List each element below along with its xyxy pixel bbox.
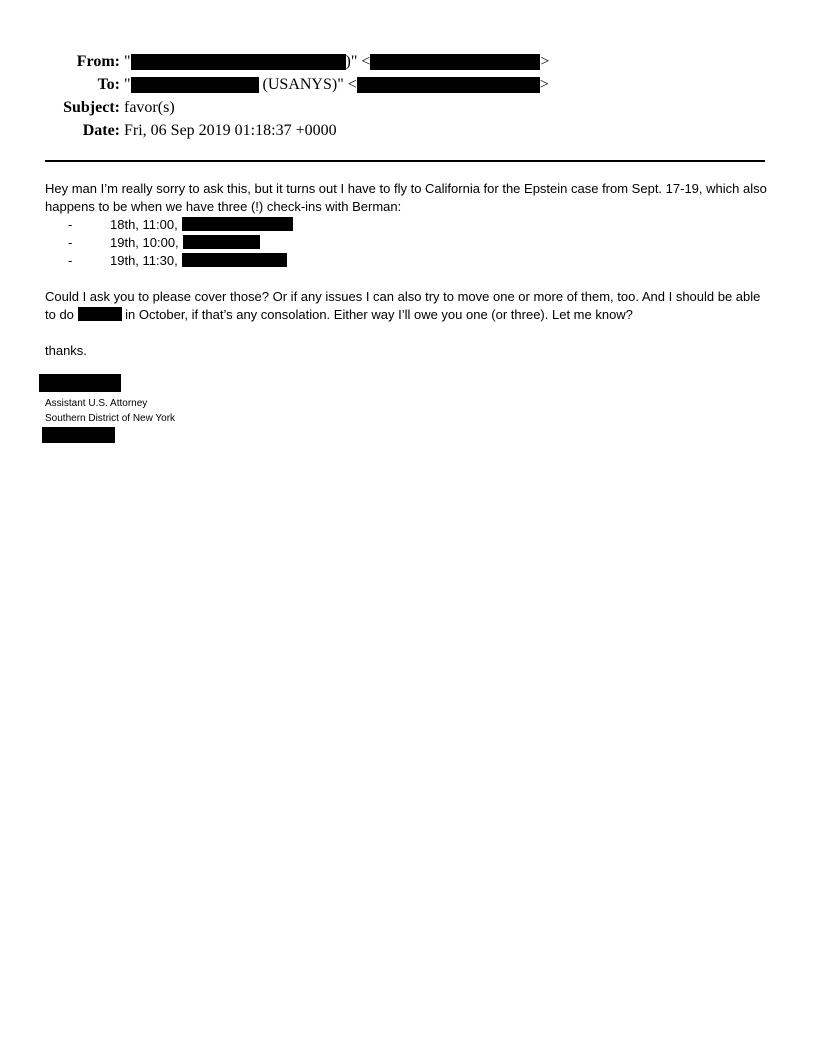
redaction-box — [42, 427, 115, 443]
header-divider — [45, 160, 765, 162]
request-paragraph: Could I ask you to please cover those? Or if any issues I can also try to move one or more of them, too. And I should be able to do in October, if that’s any consolation. Either way I’ll owe you one (or three). Let me know? — [45, 289, 761, 322]
redaction-box — [183, 235, 260, 249]
redaction-box — [370, 54, 540, 70]
redaction-box — [39, 374, 121, 392]
redaction-box — [131, 77, 259, 93]
to-label: To: — [97, 76, 120, 93]
email-body — [45, 180, 770, 360]
to-value: " (USANYS)" < > — [124, 76, 549, 93]
subject-value: favor(s) — [124, 99, 175, 116]
redaction-box — [182, 217, 293, 231]
redaction-box — [357, 77, 540, 93]
list-item: - 18th, 11:00, — [45, 216, 770, 234]
signature-office: Southern District of New York — [45, 413, 176, 424]
redaction-box — [131, 54, 346, 70]
signature-block — [45, 374, 175, 443]
signature-title: Assistant U.S. Attorney — [45, 398, 148, 409]
from-label: From: — [76, 53, 120, 70]
date-label: Date: — [82, 122, 120, 139]
list-item: - 19th, 11:30, — [45, 252, 770, 270]
subject-label: Subject: — [63, 99, 120, 116]
redaction-box — [78, 307, 122, 321]
checkin-list — [45, 216, 770, 270]
from-value: " )" < > — [124, 53, 550, 70]
intro-paragraph: Hey man I’m really sorry to ask this, but it turns out I have to fly to California for the Epstein case from Sept. 17-19, which also happens to be when we have three (!) check-ins with Berman: — [45, 181, 767, 214]
redaction-box — [182, 253, 287, 267]
closing-text: thanks. — [45, 343, 87, 358]
date-value: Fri, 06 Sep 2019 01:18:37 +0000 — [124, 122, 337, 139]
list-item: - 19th, 10:00, — [45, 234, 770, 252]
